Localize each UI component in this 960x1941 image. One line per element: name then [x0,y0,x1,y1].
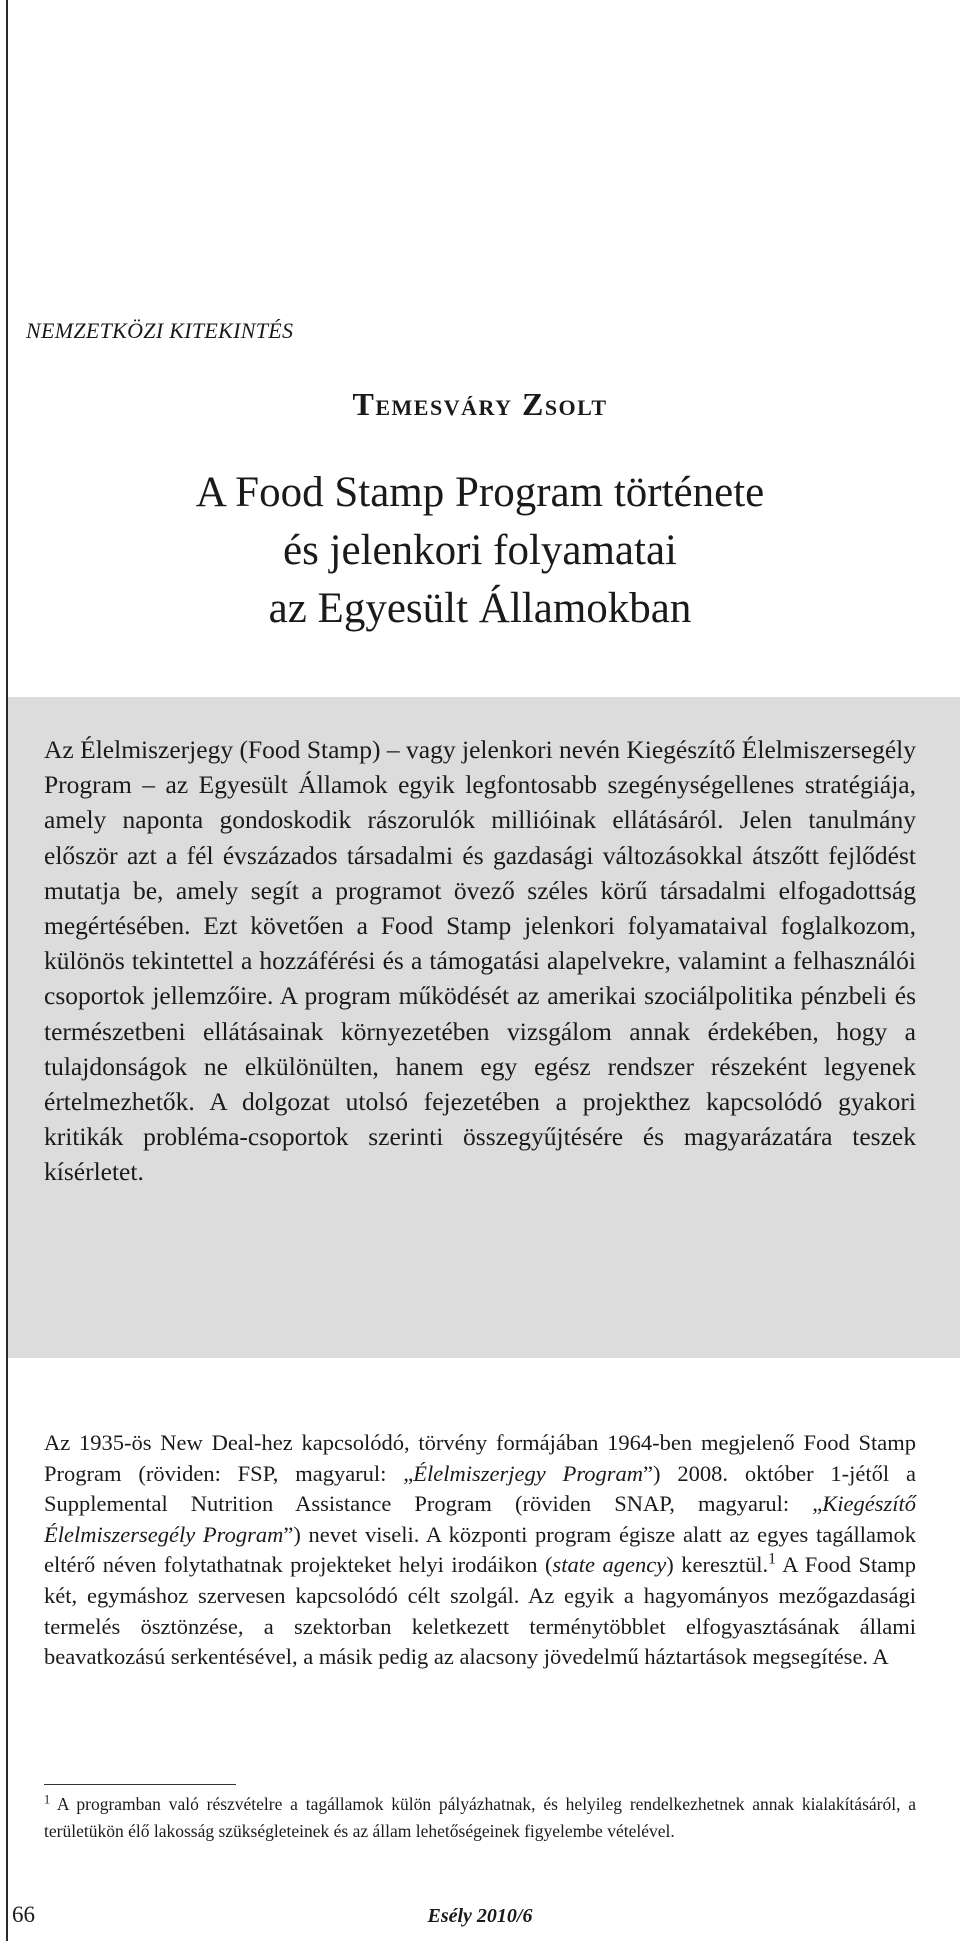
footnote-reference[interactable]: 1 [768,1550,776,1568]
body-paragraph [44,1428,916,1673]
body-italic-term: Élelmiszerjegy Program [413,1460,644,1486]
article-title [0,464,960,638]
title-line-3: az Egyesült Államokban [268,585,692,632]
title-line-1: A Food Stamp Program története [195,469,765,516]
title-line-2: és jelenkori folyamatai [282,527,677,574]
abstract-text: Az Élelmiszerjegy (Food Stamp) – vagy jelenkori nevén Kiegészítő Élelmiszersegély Program – az Egyesült Államok egyik legfontosabb szegénységellenes stratégiája, amely naponta gondoskodik rászorulók millióinak ellátásáról. Jelen tanulmány először azt a fél évszázados társadalmi és gazdasági változásokkal átszőtt fejlődést mutatja be, amely segít a programot övező széles körű társadalmi elfogadottság megértésében. Ezt követően a Food Stamp jelenkori folyamataival foglalkozom, különös tekintettel a hozzáférési és a támogatási alapelvekre, valamint a felhasználói csoportok jellemzőire. A program működését az amerikai szociálpolitika pénzbeli és természetbeni ellátásainak környezetében vizsgálom annak érdekében, hogy a tulajdonságok ne elkülönülten, hanem egy egész rendszer részeként legyenek értelmezhetők. A dolgozat utolsó fejezetében a projekthez kapcsolódó gyakori kritikák probléma-csoportok szerinti összegyűjtésére és magyarázatára teszek kísérletet. [44,735,916,1187]
body-italic-term: Kiegészítő Élelmiszersegély Program [44,1491,916,1547]
section-label: NEMZETKÖZI KITEKINTÉS [26,318,294,343]
body-text-segment: ) keresztül. [666,1552,769,1578]
footnote [44,1791,916,1845]
body-text-segment: ”) 2008. október 1-jétől a Supplemental Nutrition Assistance Program (röviden SNAP, magyarul: „ [44,1460,916,1517]
body-text-segment: ”) nevet viseli. A központi program égisze alatt az egyes tagállamok eltérő néven folytathatnak projekteket helyi irodáikon ( [44,1521,917,1578]
author-name: Temesváry Zsolt [352,386,608,422]
body-italic-term: state agency [552,1552,667,1578]
footnote-rule [44,1784,236,1785]
page-number: 66 [12,1902,35,1927]
footnote-marker: 1 [44,1792,51,1807]
footnote-text: A programban való részvételre a tagállamok külön pályázhatnak, és helyileg rendelkezhetnek annak kialakításáról, a területükön élő lakosság szükségleteinek és az állam lehetőségeinek figyelembe vételével. [44,1794,916,1841]
body-text-segment: Az 1935-ös New Deal-hez kapcsolódó, törvény formájában 1964-ben megjelenő Food Stamp Program (röviden: FSP, magyarul: „ [44,1430,916,1486]
body-text-segment: A Food Stamp két, egymáshoz szervesen kapcsolódó célt szolgál. Az egyik a hagyományos mezőgazdasági termelés ösztönzése, a szektorban keletkezett terménytöbblet elfogyasztásának állami beavatkozású serkentésével, a másik pedig az alacsony jövedelmű háztartások megsegítése. A [44,1552,916,1670]
journal-reference: Esély 2010/6 [427,1905,533,1927]
